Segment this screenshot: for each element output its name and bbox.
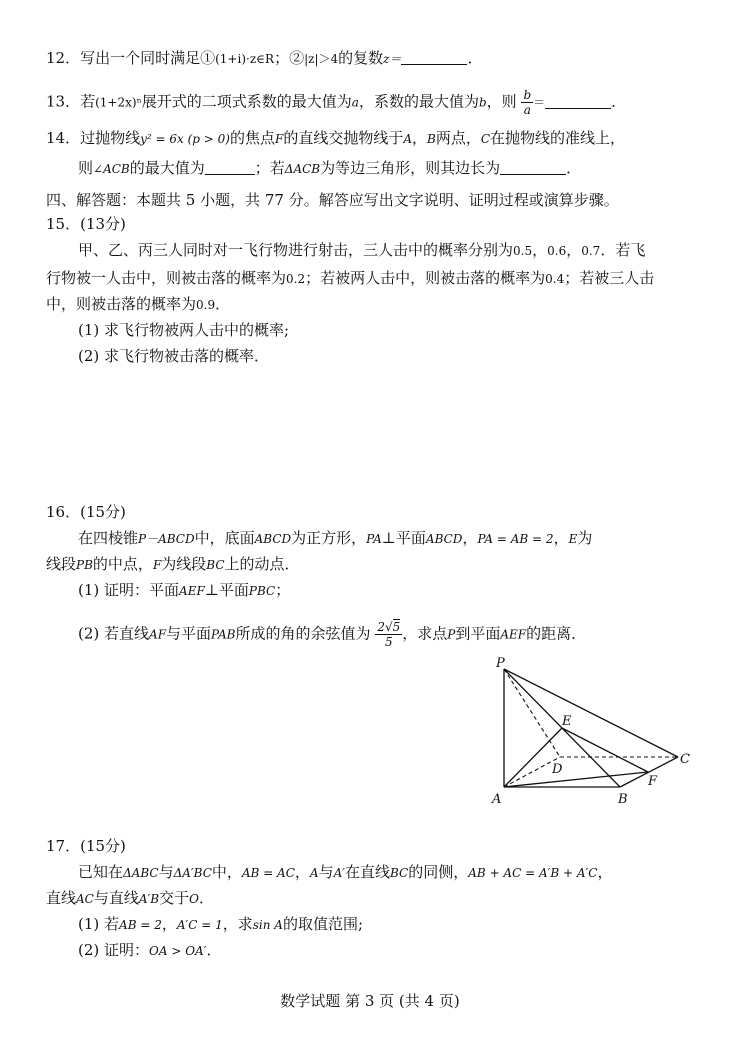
q14-text-e: 两点， xyxy=(435,129,481,147)
q15-sep-1: ， xyxy=(532,241,548,259)
q15-line-3 xyxy=(46,294,230,315)
q13-text-a: 若 xyxy=(80,92,96,111)
q17-line-2 xyxy=(46,888,214,909)
q16-p2-f: 的距离． xyxy=(526,624,587,643)
q13-equals: ＝ xyxy=(533,95,546,110)
q16-l1-b: 中，底面 xyxy=(194,529,255,547)
q13-frac-num: b xyxy=(523,88,532,102)
label-B: B xyxy=(618,792,628,807)
q13-number: 13． xyxy=(46,92,81,111)
q13-math-1: (1+2x)ⁿ xyxy=(95,95,142,110)
q16-frac-coef: 2 xyxy=(377,620,385,634)
q16-p2-e: 到平面 xyxy=(455,624,501,643)
q13-var-a: a xyxy=(351,95,359,110)
q16-math-13: PAB xyxy=(211,627,236,642)
q17-l1-a: 已知在 xyxy=(78,863,124,881)
q15-l3-a: 中，则被击落的概率为 xyxy=(46,295,197,313)
question-12 xyxy=(46,48,482,69)
q17-math-4: A xyxy=(309,866,319,880)
q16-l1-g: 为 xyxy=(577,529,593,547)
q15-line-1 xyxy=(78,240,645,261)
q16-math-11: PBC xyxy=(248,584,276,598)
q16-l1-c: 为正方形， xyxy=(291,529,367,547)
q13-var-b: b xyxy=(478,95,487,110)
q16-math-10: AEF xyxy=(179,584,205,598)
pyramid-figure xyxy=(482,655,702,820)
edge-AE xyxy=(504,728,562,787)
q14-text-a: 过抛物线 xyxy=(80,129,141,147)
q16-p1-b: ⊥平面 xyxy=(204,581,249,599)
q16-p1-c: ； xyxy=(275,581,291,599)
q13-end: ． xyxy=(611,92,627,111)
q15-part-2: (2) 求飞行物被击落的概率． xyxy=(78,347,270,365)
q12-math-3: z＝ xyxy=(383,52,402,66)
q16-l2-b: 的中点， xyxy=(92,555,153,573)
q17-math-14: OA > OA′ xyxy=(149,944,207,958)
q16-heading: 16．(15分) xyxy=(46,503,126,521)
q17-part-2 xyxy=(78,940,221,961)
q17-part-1 xyxy=(78,914,363,935)
q12-math-1: (1+i)·z∈R xyxy=(215,52,275,66)
q17-math-1: ΔABC xyxy=(123,866,159,880)
q16-l2-a: 线段 xyxy=(46,555,77,573)
q16-p2-a: (2) 若直线 xyxy=(78,624,150,643)
q12-end: ． xyxy=(467,49,483,67)
q16-math-1: P－ABCD xyxy=(138,532,195,546)
q17-math-9: A′B xyxy=(138,892,160,906)
q16-l1-f: ， xyxy=(553,529,569,547)
q16-p2-d: ，求点 xyxy=(402,624,448,643)
q12-text-b: ；② xyxy=(274,49,305,67)
q17-l1-c: 中， xyxy=(211,863,242,881)
q15-l2-c: ；若被三人击 xyxy=(564,269,655,287)
q17-l1-f: 在直线 xyxy=(345,863,391,881)
q16-math-6: E xyxy=(568,532,578,546)
q12-text: 写出一个同时满足① xyxy=(80,49,216,67)
q15-l2-a: 行物被一人击中，则被击落的概率为 xyxy=(46,269,287,287)
page-footer: 数学试题 第 3 页 (共 4 页) xyxy=(280,992,460,1010)
edge-PC xyxy=(504,669,678,757)
q17-l2-c: 交于 xyxy=(159,889,190,907)
q17-p1-c: ，求 xyxy=(222,915,253,933)
q14-triangle: ΔACB xyxy=(284,162,321,176)
q16-math-4: ABCD xyxy=(425,532,463,546)
label-P: P xyxy=(496,656,505,671)
q16-frac-den: 5 xyxy=(384,635,393,649)
q15-prob-2: 0.6 xyxy=(547,244,567,258)
q15-prob-5: 0.4 xyxy=(545,272,565,286)
q17-l1-b: 与 xyxy=(158,863,174,881)
q16-l2-d: 上的动点． xyxy=(224,555,300,573)
q15-line-2 xyxy=(46,268,654,289)
q14-angle: ∠ACB xyxy=(93,162,130,176)
q17-p2-b: ． xyxy=(206,941,222,959)
edge-AF xyxy=(504,772,648,787)
q14-l2-b: 的最大值为 xyxy=(129,159,205,177)
q14-text-c: 的直线交抛物线于 xyxy=(283,129,404,147)
q16-math-7: PB xyxy=(76,558,93,572)
q14-var-F: F xyxy=(274,132,284,146)
q16-line-1 xyxy=(78,528,592,549)
q17-l1-h: ， xyxy=(597,863,613,881)
q15-l1-b: ．若飞 xyxy=(600,241,646,259)
label-A: A xyxy=(492,792,502,807)
q15-heading: 15．(13分) xyxy=(46,215,126,233)
q14-var-C: C xyxy=(480,132,491,146)
label-F: F xyxy=(648,774,658,789)
q17-p2-a: (2) 证明： xyxy=(78,941,150,959)
q14-text-b: 的焦点 xyxy=(229,129,275,147)
edge-PD-hidden xyxy=(504,669,560,757)
q16-math-3: PA xyxy=(366,532,382,546)
q17-p1-b: ， xyxy=(161,915,177,933)
q16-part-2 xyxy=(78,620,586,649)
q14-math-1: y² = 6x (p > 0) xyxy=(140,132,230,146)
q16-l2-c: 为线段 xyxy=(161,555,207,573)
q12-text-c: 的复数 xyxy=(338,49,384,67)
q17-math-12: A′C = 1 xyxy=(176,918,223,932)
q17-math-5: A′ xyxy=(333,866,345,880)
q15-l3-b: ． xyxy=(215,295,231,313)
q13-text-b: 展开式的二项式系数的最大值为 xyxy=(141,92,352,111)
label-C: C xyxy=(680,752,690,767)
label-D: D xyxy=(552,762,563,777)
q17-l2-b: 与直线 xyxy=(93,889,139,907)
q13-fraction xyxy=(521,88,533,117)
q16-l1-e: ， xyxy=(462,529,478,547)
q14-var-B: B xyxy=(427,132,436,146)
question-14-line-2 xyxy=(78,158,581,179)
q17-math-10: O xyxy=(189,892,199,906)
q15-l1-a: 甲、乙、丙三人同时对一飞行物进行射击，三人击中的概率分别为 xyxy=(78,241,514,259)
q15-sep-2: ， xyxy=(566,241,582,259)
q16-frac-num: 2√5 xyxy=(377,620,401,634)
q16-math-9: BC xyxy=(206,558,225,572)
q17-p1-a: (1) 若 xyxy=(78,915,120,933)
q13-answer-blank[interactable] xyxy=(545,94,611,109)
q16-p2-c: 所成的角的余弦值为 xyxy=(235,624,371,643)
q14-answer-blank-1[interactable] xyxy=(205,160,255,175)
q17-l2-d: ． xyxy=(198,889,214,907)
q13-text-d: ，则 xyxy=(486,92,517,111)
q16-frac-radicand: 5 xyxy=(392,620,401,634)
q17-math-11: AB = 2 xyxy=(119,918,162,932)
q17-l1-e: 与 xyxy=(318,863,334,881)
q14-l2-d: 为等边三角形，则其边长为 xyxy=(320,159,501,177)
q15-part-1: (1) 求飞行物被两人击中的概率; xyxy=(78,321,290,339)
q16-p1-a: (1) 证明：平面 xyxy=(78,581,180,599)
q17-math-13: sin A xyxy=(252,918,283,932)
q15-l2-b: ；若被两人击中，则被击落的概率为 xyxy=(305,269,546,287)
q17-math-2: ΔA′BC xyxy=(173,866,212,880)
q15-prob-3: 0.7 xyxy=(581,244,601,258)
q13-text-c: ，系数的最大值为 xyxy=(358,92,479,111)
section-4-heading: 四、解答题：本题共 5 小题，共 77 分。解答应写出文字说明、证明过程或演算步骤。 xyxy=(46,191,619,209)
q17-heading: 17．(15分) xyxy=(46,837,126,855)
question-14 xyxy=(46,128,625,149)
q14-number: 14． xyxy=(46,129,81,147)
q14-answer-blank-2[interactable] xyxy=(500,160,566,175)
q14-l2-c: ；若 xyxy=(254,159,285,177)
q17-math-7: AB + AC = A′B + A′C xyxy=(468,866,598,880)
q17-p1-d: 的取值范围; xyxy=(282,915,364,933)
q17-math-8: AC xyxy=(76,892,94,906)
q17-l1-d: ， xyxy=(294,863,310,881)
q16-math-12: AF xyxy=(149,627,167,642)
q14-text-d: ， xyxy=(412,129,428,147)
q17-l2-a: 直线 xyxy=(46,889,77,907)
q15-prob-4: 0.2 xyxy=(286,272,306,286)
q12-math-2: |z|＞4 xyxy=(304,52,339,66)
q16-math-15: AEF xyxy=(500,627,527,642)
q16-math-14: P xyxy=(447,627,456,642)
q16-part-1 xyxy=(78,580,290,601)
q12-answer-blank[interactable] xyxy=(401,50,467,65)
q17-l1-g: 的同侧， xyxy=(408,863,469,881)
q14-l2-a: 则 xyxy=(78,159,94,177)
q16-line-2 xyxy=(46,554,300,575)
q14-text-f: 在抛物线的准线上， xyxy=(490,129,626,147)
q15-prob-6: 0.9 xyxy=(196,298,216,312)
q16-math-8: F xyxy=(152,558,162,572)
q16-math-2: ABCD xyxy=(254,532,292,546)
q16-l1-d: ⊥平面 xyxy=(381,529,426,547)
q16-l1-a: 在四棱锥 xyxy=(78,529,139,547)
q14-var-A: A xyxy=(403,132,412,146)
q17-line-1 xyxy=(78,862,612,883)
q16-cosine-fraction xyxy=(375,620,402,649)
q12-number: 12． xyxy=(46,49,81,67)
q13-frac-den: a xyxy=(523,103,531,117)
q14-end: ． xyxy=(566,159,582,177)
label-E: E xyxy=(562,714,572,729)
q17-math-3: AB = AC xyxy=(241,866,295,880)
q15-prob-1: 0.5 xyxy=(513,244,533,258)
question-13 xyxy=(46,88,626,117)
q17-math-6: BC xyxy=(390,866,409,880)
q16-math-5: PA = AB = 2 xyxy=(477,532,554,546)
q16-p2-b: 与平面 xyxy=(166,624,212,643)
